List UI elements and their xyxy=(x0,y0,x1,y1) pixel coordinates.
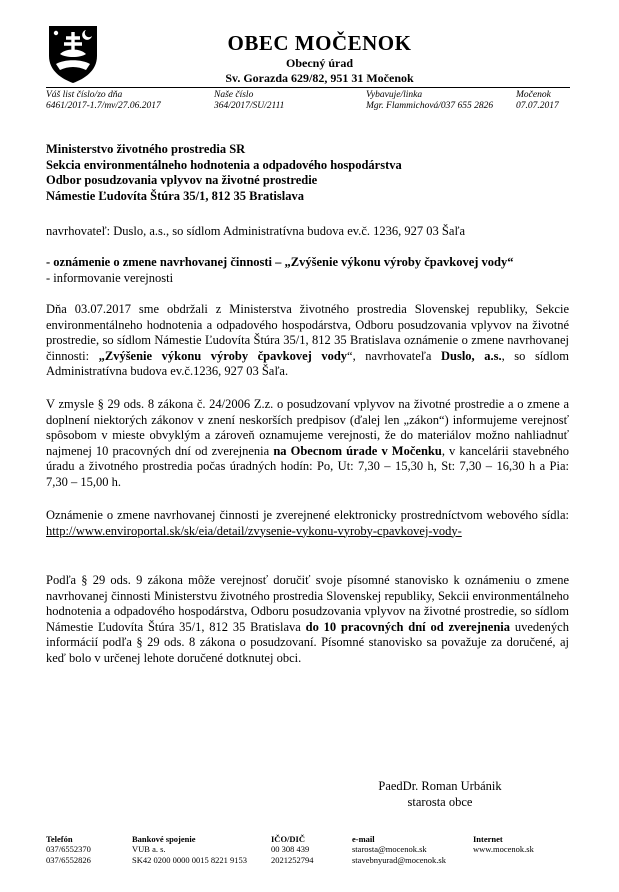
signatory-name: PaedDr. Roman Urbánik xyxy=(378,779,502,793)
footer-phone: Telefón 037/6552370 037/6552826 xyxy=(46,834,91,865)
reference-your-letter: Váš list číslo/zo dňa 6461/2017-1.7/mv/27.06.2017 xyxy=(46,90,161,111)
signature-block xyxy=(350,779,530,810)
recipient-address: Ministerstvo životného prostredia SR Sekcia environmentálneho hodnotenia a odpadového hospodárstva Odbor posudzovania vplyvov na životné prostredie Námestie Ľudovíta Štúra 35/1, 812 35 Bratislava xyxy=(46,142,402,203)
paragraph-web-publication: Oznámenie o zmene navrhovanej činnosti je zverejnené elektronicky prostredníctvom webového sídla: http://www.enviroportal.sk/sk/eia/detail/zvysenie-vykonu-vyroby-cpavkovej-vody- xyxy=(46,508,569,538)
office-address: Sv. Gorazda 629/82, 951 31 Močenok xyxy=(225,71,414,85)
paragraph-public-info: V zmysle § 29 ods. 8 zákona č. 24/2006 Z.z. o posudzovaní vplyvov na životné prostredie a o zmene a doplnení niektorých zákonov v znení neskorších predpisov (ďalej len „zákon“) informujeme verejnosť spôsobom v mieste obvyklým a zároveň oznamujeme verejnosti, že do materiálov možno nahliadnuť najmenej 10 pracovných dní od zverejnenia na Obecnom úrade v Močenku, v kancelárii stavebného úradu a životného prostredia počas úradných hodín: Po, Ut: 7,30 – 15,30 h, St: 7,30 – 16,30 h a Pia: 7,30 – 15,00 h. xyxy=(46,397,569,489)
footer-ico-dic: IČO/DIČ 00 308 439 2021252794 xyxy=(271,834,314,865)
footer-internet: Internet www.mocenok.sk xyxy=(473,834,534,855)
footer-email: e-mail starosta@mocenok.sk stavebnyurad@mocenok.sk xyxy=(352,834,446,865)
footer-bank: Bankové spojenie VUB a. s. SK42 0200 0000 0015 8221 9153 xyxy=(132,834,247,865)
signatory-title: starosta obce xyxy=(407,794,473,809)
paragraph-receipt: Dňa 03.07.2017 sme obdržali z Ministerstva životného prostredia Slovenskej republiky, Sekcie environmentálneho hodnotenia a odpadového hospodárstva, Odboru posudzovania vplyvov na životné prostredie, so sídlom Námestie Ľudovíta Štúra 35/1, 812 35 Bratislava oznámenie o zmene navrhovanej činnosti: „Zvýšenie výkonu výroby čpavkovej vody“, navrhovateľa Duslo, a.s., so sídlom Administratívna budova ev.č.1236, 927 03 Šaľa. xyxy=(46,302,569,379)
reference-contact: Vybavuje/linka Mgr. Flammichová/037 655 2826 xyxy=(366,90,494,111)
enviroportal-link[interactable]: http://www.enviroportal.sk/sk/eia/detail/zvysenie-vykonu-vyroby-cpavkovej-vody- xyxy=(46,523,462,538)
proposer-line: navrhovateľ: Duslo, a.s., so sídlom Administratívna budova ev.č. 1236, 927 03 Šaľa xyxy=(46,224,466,238)
reference-our-number: Naše číslo 364/2017/SU/2111 xyxy=(214,90,285,111)
paragraph-statement: Podľa § 29 ods. 9 zákona môže verejnosť doručiť svoje písomné stanovisko k oznámeniu o zmene navrhovanej činnosti Ministerstvu životného prostredia Slovenskej republiky, Sekcii environmentálneho hodnotenia a odpadového hospodárstva, Odboru posudzovania vplyvov na životné prostredie, so sídlom Námestie Ľudovíta Štúra 35/1, 812 35 Bratislava do 10 pracovných dní od zverejnenia uvedených informácií podľa § 29 ods. 8 zákona o posudzovaní. Písomné stanovisko sa považuje za doručené, aj keď bolo v určenej lehote doručené dotknutej obci. xyxy=(46,573,569,665)
office-name: Obecný úrad xyxy=(285,56,353,70)
header-divider xyxy=(46,87,570,88)
subject: - oznámenie o zmene navrhovanej činnosti – „Zvýšenie výkonu výroby čpavkovej vody“ - informovanie verejnosti xyxy=(46,255,514,285)
municipality-title: OBEC MOČENOK xyxy=(227,31,412,55)
reference-place-date: Močenok 07.07.2017 xyxy=(516,90,559,111)
